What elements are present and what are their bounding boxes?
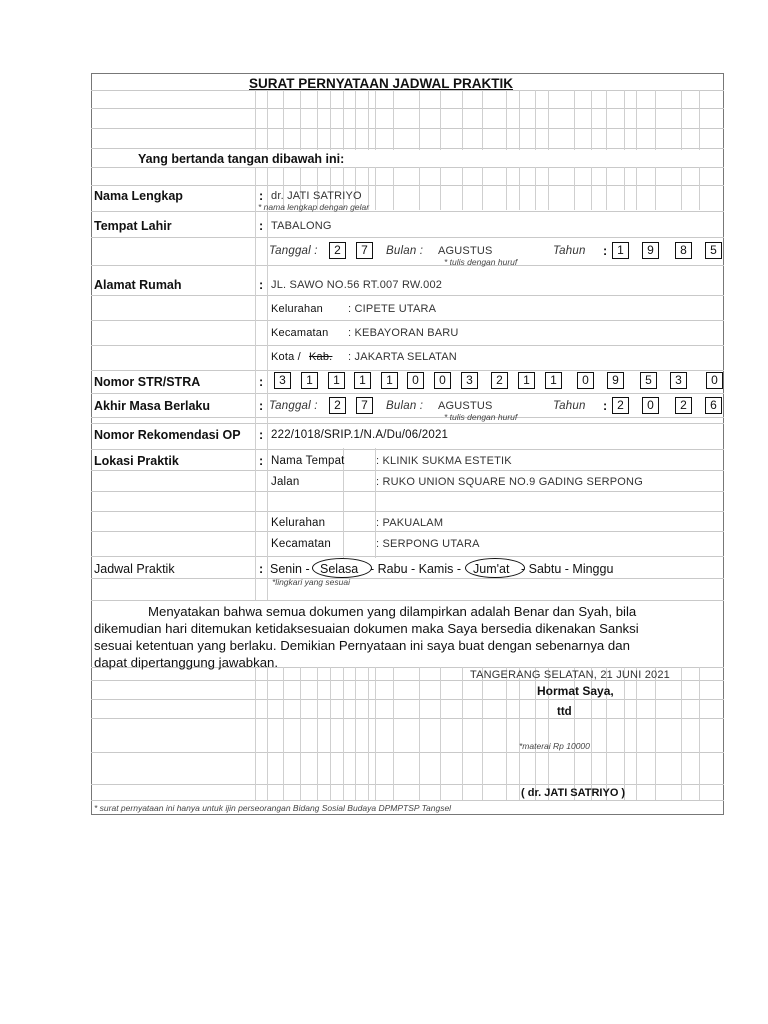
materai-note: *materai Rp 10000 bbox=[519, 741, 590, 751]
nama-colon: : bbox=[259, 189, 264, 203]
nama-label: Nama Lengkap bbox=[94, 189, 183, 203]
rekomendasi-colon: : bbox=[259, 428, 264, 442]
bulan-lahir-label: Bulan : bbox=[386, 245, 424, 257]
str-colon: : bbox=[259, 375, 264, 389]
rekomendasi-label: Nomor Rekomendasi OP bbox=[94, 428, 241, 442]
str-digit-box: 3 bbox=[274, 372, 291, 389]
tahun-lahir-label: Tahun bbox=[553, 245, 586, 257]
jumat-circle bbox=[465, 558, 525, 578]
document-title: SURAT PERNYATAAN JADWAL PRAKTIK bbox=[249, 76, 514, 91]
tanggal-lahir-digit: 7 bbox=[356, 242, 373, 259]
jadwal-days-end: - Sabtu - Minggu bbox=[521, 562, 614, 576]
statement-line-2: dikemudian hari ditemukan ketidaksesuaian dokumen maka Saya bersedia dikenakan Sanksi bbox=[94, 621, 639, 636]
tanggal-lahir-label: Tanggal : bbox=[269, 245, 318, 257]
akhir-tahun-label: Tahun bbox=[553, 400, 586, 412]
str-digit-box: 9 bbox=[607, 372, 624, 389]
jadwal-day-senin: Senin - bbox=[270, 562, 310, 576]
alamat-kecamatan-value: : KEBAYORAN BARU bbox=[348, 327, 459, 339]
footnote: * surat pernyataan ini hanya untuk ijin perseorangan Bidang Sosial Budaya DPMPTSP Tangsel bbox=[94, 803, 452, 813]
tempat-lahir-colon: : bbox=[259, 219, 264, 233]
str-digit-box: 0 bbox=[407, 372, 424, 389]
tempat-lahir-value: TABALONG bbox=[271, 220, 332, 232]
akhir-tahun-digit: 6 bbox=[705, 397, 722, 414]
jadwal-day-selasa: Selasa bbox=[320, 562, 359, 576]
str-digit-box: 0 bbox=[577, 372, 594, 389]
str-digit-box: 0 bbox=[434, 372, 451, 389]
lokasi-kecamatan-label: Kecamatan bbox=[271, 538, 331, 550]
tahun-lahir-colon: : bbox=[603, 244, 608, 258]
akhir-tanggal-digit: 2 bbox=[329, 397, 346, 414]
tempat-lahir-label: Tempat Lahir bbox=[94, 219, 172, 233]
nama-tempat-label: Nama Tempat bbox=[271, 455, 345, 467]
tahun-lahir-digit: 5 bbox=[705, 242, 722, 259]
tanggal-lahir-digit: 2 bbox=[329, 242, 346, 259]
alamat-kelurahan-value: : CIPETE UTARA bbox=[348, 303, 437, 315]
str-digit-box: 3 bbox=[461, 372, 478, 389]
alamat-kab-label: Kab. bbox=[309, 351, 333, 363]
str-digit-box: 1 bbox=[545, 372, 562, 389]
bulan-lahir-value: AGUSTUS bbox=[438, 245, 493, 257]
nama-value: dr. JATI SATRIYO bbox=[271, 190, 362, 202]
statement-line-4: dapat dipertanggung jawabkan. bbox=[94, 655, 279, 670]
lokasi-kecamatan-value: : SERPONG UTARA bbox=[376, 538, 480, 550]
str-digit-box: 5 bbox=[640, 372, 657, 389]
statement-line-3: sesuai ketentuan yang berlaku. Demikian Pernyataan ini saya buat dengan sebenarnya dan bbox=[94, 638, 630, 653]
jalan-value: : RUKO UNION SQUARE NO.9 GADING SERPONG bbox=[376, 476, 643, 488]
akhir-tahun-digit: 2 bbox=[675, 397, 692, 414]
alamat-kecamatan-label: Kecamatan bbox=[271, 327, 329, 339]
tahun-lahir-digit: 8 bbox=[675, 242, 692, 259]
jadwal-day-jumat: Jum'at bbox=[473, 562, 510, 576]
lokasi-label: Lokasi Praktik bbox=[94, 454, 179, 468]
bulan-lahir-note: * tulis dengan huruf bbox=[444, 257, 518, 267]
nama-tempat-value: : KLINIK SUKMA ESTETIK bbox=[376, 455, 512, 467]
lokasi-colon: : bbox=[259, 454, 264, 468]
tahun-lahir-digit: 9 bbox=[642, 242, 659, 259]
akhir-tanggal-digit: 7 bbox=[356, 397, 373, 414]
akhir-bulan-value: AGUSTUS bbox=[438, 400, 493, 412]
tahun-lahir-digit: 1 bbox=[612, 242, 629, 259]
akhir-tahun-digit: 2 bbox=[612, 397, 629, 414]
signatory-name: ( dr. JATI SATRIYO ) bbox=[521, 787, 626, 799]
akhir-tanggal-label: Tanggal : bbox=[269, 400, 318, 412]
jadwal-days-middle: - Rabu - Kamis - bbox=[370, 562, 461, 576]
akhir-tahun-digit: 0 bbox=[642, 397, 659, 414]
place-date: TANGERANG SELATAN, 21 JUNI 2021 bbox=[470, 669, 670, 681]
jadwal-colon: : bbox=[259, 562, 264, 576]
jadwal-note: *lingkari yang sesuai bbox=[272, 577, 350, 587]
jadwal-label: Jadwal Praktik bbox=[94, 562, 175, 576]
str-digit-box: 2 bbox=[491, 372, 508, 389]
hormat-text: Hormat Saya, bbox=[537, 684, 614, 698]
str-digit-box: 0 bbox=[706, 372, 723, 389]
alamat-kota-label: Kota / bbox=[271, 351, 301, 363]
jalan-label: Jalan bbox=[271, 476, 300, 488]
akhir-masa-label: Akhir Masa Berlaku bbox=[94, 399, 211, 413]
str-digit-box: 3 bbox=[670, 372, 687, 389]
lokasi-kelurahan-label: Kelurahan bbox=[271, 517, 326, 529]
alamat-kelurahan-label: Kelurahan bbox=[271, 303, 323, 315]
str-digit-box: 1 bbox=[354, 372, 371, 389]
ttd-text: ttd bbox=[557, 706, 572, 718]
alamat-kota-value: : JAKARTA SELATAN bbox=[348, 351, 457, 363]
alamat-value: JL. SAWO NO.56 RT.007 RW.002 bbox=[271, 279, 443, 291]
akhir-tahun-colon: : bbox=[603, 399, 608, 413]
str-digit-box: 1 bbox=[518, 372, 535, 389]
akhir-bulan-label: Bulan : bbox=[386, 400, 424, 412]
str-label: Nomor STR/STRA bbox=[94, 375, 201, 389]
akhir-bulan-note: * tulis dengan huruf bbox=[444, 412, 518, 422]
alamat-colon: : bbox=[259, 278, 264, 292]
rekomendasi-value: 222/1018/SRIP.1/N.A/Du/06/2021 bbox=[271, 429, 449, 441]
lokasi-kelurahan-value: : PAKUALAM bbox=[376, 517, 444, 529]
nama-note: * nama lengkap dengan gelar bbox=[258, 202, 370, 212]
intro-text: Yang bertanda tangan dibawah ini: bbox=[138, 152, 345, 166]
str-digit-box: 1 bbox=[381, 372, 398, 389]
statement-line-1: Menyatakan bahwa semua dokumen yang dilampirkan adalah Benar dan Syah, bila bbox=[148, 604, 637, 619]
selasa-circle bbox=[312, 558, 372, 578]
akhir-masa-colon: : bbox=[259, 399, 264, 413]
alamat-label: Alamat Rumah bbox=[94, 278, 182, 292]
str-digit-box: 1 bbox=[328, 372, 345, 389]
str-digit-box: 1 bbox=[301, 372, 318, 389]
